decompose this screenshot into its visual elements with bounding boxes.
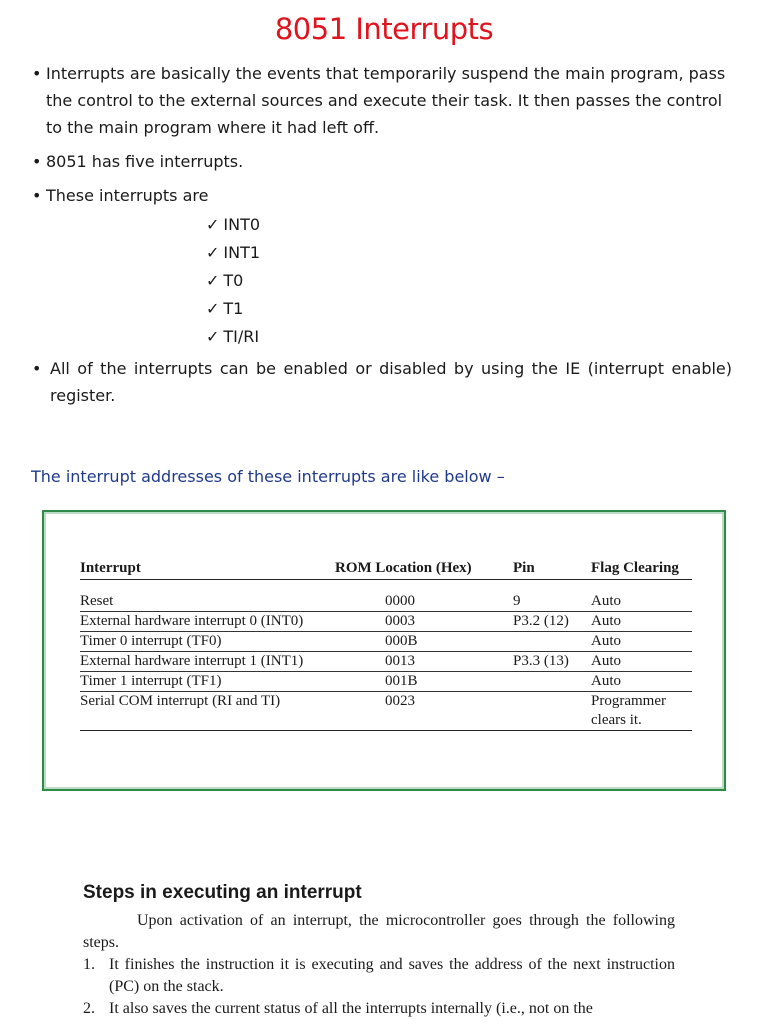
bullet-icon: •: [32, 64, 42, 83]
bullet-item: [32, 182, 732, 209]
table-row: [80, 652, 692, 672]
table-cell: External hardware interrupt 0 (INT0): [80, 612, 335, 632]
table-cell: Serial COM interrupt (RI and TI): [80, 692, 335, 731]
bullet-icon: •: [32, 152, 42, 171]
checkmark-icon: ✓: [206, 215, 220, 234]
table-row: [80, 612, 692, 632]
bullet-icon: •: [32, 359, 42, 378]
bullet-list: [32, 60, 732, 416]
checkmark-icon: ✓: [206, 243, 220, 262]
table-cell: Timer 1 interrupt (TF1): [80, 672, 335, 692]
bullet-item: [32, 148, 732, 175]
table-row: [80, 632, 692, 652]
section-heading: Steps in executing an interrupt: [83, 882, 362, 903]
interrupt-table-frame: [42, 510, 726, 791]
checklist-item: ✓ INT0: [206, 215, 261, 234]
step-number: 1.: [83, 956, 95, 973]
bullet-text: These interrupts are: [46, 186, 209, 205]
table-cell: Auto: [591, 652, 692, 672]
table-cell: 0023: [335, 692, 513, 731]
checkmark-icon: ✓: [206, 327, 220, 346]
bullet-item: [32, 60, 732, 141]
table-cell: 000B: [335, 632, 513, 652]
checklist-item: ✓ TI/RI: [206, 327, 260, 346]
column-header: Interrupt: [80, 560, 335, 580]
column-header: Pin: [513, 560, 591, 580]
table-cell: P3.3 (13): [513, 652, 591, 672]
bullet-text: 8051 has five interrupts.: [46, 152, 244, 171]
table-cell: Auto: [591, 672, 692, 692]
page-title: 8051 Interrupts: [274, 12, 494, 46]
table-cell: [513, 632, 591, 652]
table-cell: Auto: [591, 580, 692, 612]
table-cell: External hardware interrupt 1 (INT1): [80, 652, 335, 672]
table-cell: Reset: [80, 580, 335, 612]
table-cell: 0003: [335, 612, 513, 632]
checklist-item: ✓ INT1: [206, 243, 261, 262]
section-paragraph: Upon activation of an interrupt, the microcontroller goes through the following steps.: [83, 912, 675, 951]
table-intro: The interrupt addresses of these interrupts are like below –: [31, 467, 505, 486]
bullet-item: [32, 355, 732, 409]
table-row: [80, 692, 692, 731]
interrupt-checklist: [206, 211, 732, 351]
interrupt-table: [80, 560, 692, 731]
table-cell: P3.2 (12): [513, 612, 591, 632]
step-item: [83, 998, 675, 1020]
table-cell: Timer 0 interrupt (TF0): [80, 632, 335, 652]
step-item: [83, 954, 675, 998]
table-cell: Auto: [591, 632, 692, 652]
table-cell: 001B: [335, 672, 513, 692]
table-row: [80, 580, 692, 612]
table-cell: 0000: [335, 580, 513, 612]
table-cell: Programmer clears it.: [591, 692, 692, 731]
bullet-text: All of the interrupts can be enabled or disabled by using the IE (interrupt enable) register.: [50, 359, 732, 405]
bullet-text: Interrupts are basically the events that temporarily suspend the main program, pass the control to the external sources and execute their task. It then passes the control to the main program where it had left off.: [46, 64, 726, 137]
column-header: ROM Location (Hex): [335, 560, 513, 580]
table-cell: Auto: [591, 612, 692, 632]
table-row: [80, 672, 692, 692]
table-cell: 9: [513, 580, 591, 612]
table-cell: [513, 692, 591, 731]
step-text: It finishes the instruction it is executing and saves the address of the next instruction (PC) on the stack.: [109, 956, 675, 995]
bullet-icon: •: [32, 186, 42, 205]
step-text: It also saves the current status of all the interrupts internally (i.e., not on the: [109, 1000, 593, 1017]
table-header-row: [80, 560, 692, 580]
table-cell: [513, 672, 591, 692]
textbook-excerpt: [83, 882, 675, 1020]
checklist-item: ✓ T0: [206, 271, 244, 290]
checklist-item: ✓ T1: [206, 299, 244, 318]
table-cell: 0013: [335, 652, 513, 672]
checkmark-icon: ✓: [206, 271, 220, 290]
column-header: Flag Clearing: [591, 560, 692, 580]
step-number: 2.: [83, 1000, 95, 1017]
checkmark-icon: ✓: [206, 299, 220, 318]
